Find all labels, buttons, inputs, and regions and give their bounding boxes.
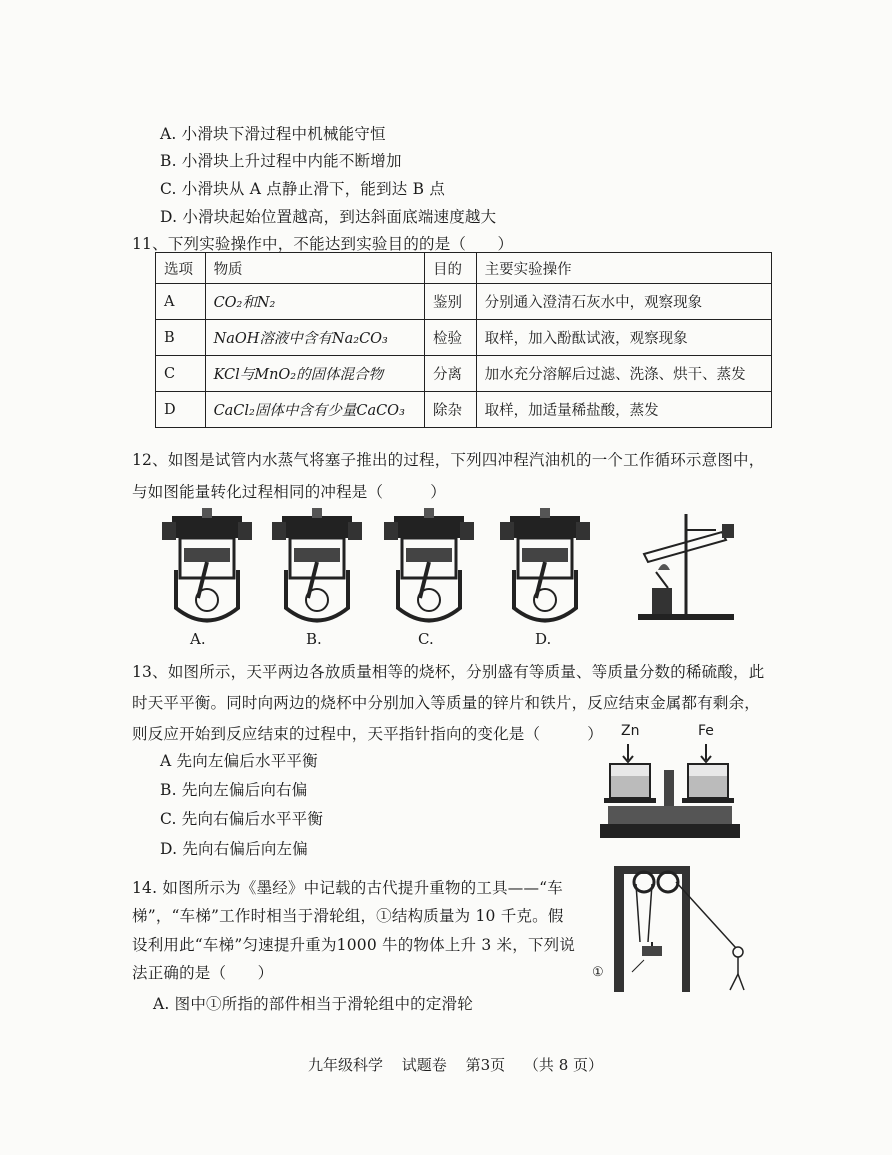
q13-line3: 则反应开始到反应结束的过程中，天平指针指向的变化是（ ） bbox=[132, 725, 604, 743]
q12-line1: 12、如图是试管内水蒸气将塞子推出的过程，下列四冲程汽油机的一个工作循环示意图中， bbox=[132, 451, 765, 469]
table-row bbox=[156, 356, 772, 392]
footer-subject: 九年级科学 bbox=[308, 1056, 384, 1074]
table-header: 主要实验操作 bbox=[476, 253, 771, 284]
q14-line1: 14. 如图所示为《墨经》中记载的古代提升重物的工具——“车 bbox=[132, 879, 564, 897]
zn-label: Zn bbox=[621, 723, 640, 739]
table-header: 物质 bbox=[205, 253, 424, 284]
footer-page: 第3页 bbox=[465, 1056, 506, 1074]
footer-total: （共 8 页） bbox=[523, 1056, 604, 1074]
che-ti-pulley-figure bbox=[610, 862, 760, 996]
q12-line2: 与如图能量转化过程相同的冲程是（ ） bbox=[132, 483, 447, 501]
footer-paper: 试题卷 bbox=[401, 1056, 447, 1074]
q14-line3: 设利用此“车梯”匀速提升重为1000 牛的物体上升 3 米，下列说 bbox=[132, 936, 576, 954]
table-cell-substance: CO₂和N₂ bbox=[205, 284, 424, 320]
engine-d-icon bbox=[500, 508, 590, 621]
table-cell-operation: 分别通入澄清石灰水中，观察现象 bbox=[476, 284, 771, 320]
table-cell-substance: NaOH溶液中含有Na₂CO₃ bbox=[205, 320, 424, 356]
engine-a-icon bbox=[162, 508, 252, 621]
q10-option-d: D. 小滑块起始位置越高，到达斜面底端速度越大 bbox=[160, 208, 497, 226]
table-cell-substance: KCl与MnO₂的固体混合物 bbox=[205, 356, 424, 392]
q11-table bbox=[155, 252, 772, 428]
q10-option-c: C. 小滑块从 A 点静止滑下，能到达 B 点 bbox=[160, 180, 446, 198]
engine-label-b: B. bbox=[306, 630, 322, 648]
table-header: 目的 bbox=[425, 253, 477, 284]
q13-option-b: B. 先向左偏后向右偏 bbox=[160, 781, 308, 799]
table-cell-purpose: 鉴别 bbox=[425, 284, 477, 320]
q10-option-a: A. 小滑块下滑过程中机械能守恒 bbox=[160, 125, 386, 143]
table-row bbox=[156, 392, 772, 428]
table-cell-option: D bbox=[156, 392, 206, 428]
engine-label-a: A. bbox=[190, 630, 206, 648]
test-tube-apparatus-figure bbox=[630, 510, 740, 622]
engine-c-icon bbox=[384, 508, 474, 621]
table-row bbox=[156, 320, 772, 356]
table-cell-operation: 加水充分溶解后过滤、洗涤、烘干、蒸发 bbox=[476, 356, 771, 392]
q11-stem: 11、下列实验操作中，不能达到实验目的的是（ ） bbox=[132, 235, 514, 253]
engine-strokes-figure bbox=[158, 508, 598, 630]
q13-option-d: D. 先向右偏后向左偏 bbox=[160, 840, 308, 858]
q13-option-a: A 先向左偏后水平平衡 bbox=[160, 752, 318, 770]
table-cell-purpose: 除杂 bbox=[425, 392, 477, 428]
q14-option-a: A. 图中①所指的部件相当于滑轮组中的定滑轮 bbox=[153, 995, 473, 1013]
table-row bbox=[156, 284, 772, 320]
table-cell-purpose: 分离 bbox=[425, 356, 477, 392]
table-header-row bbox=[156, 253, 772, 284]
q10-option-b: B. 小滑块上升过程中内能不断增加 bbox=[160, 152, 402, 170]
table-cell-option: C bbox=[156, 356, 206, 392]
table-cell-option: B bbox=[156, 320, 206, 356]
table-header: 选项 bbox=[156, 253, 206, 284]
q14-line4: 法正确的是（ ） bbox=[132, 964, 274, 982]
balance-figure bbox=[598, 740, 758, 842]
q13-line2: 时天平平衡。同时向两边的烧杯中分别加入等质量的锌片和铁片，反应结束金属都有剩余， bbox=[132, 694, 761, 712]
table-cell-substance: CaCl₂固体中含有少量CaCO₃ bbox=[205, 392, 424, 428]
engine-b-icon bbox=[272, 508, 362, 621]
q13-option-c: C. 先向右偏后水平平衡 bbox=[160, 810, 324, 828]
fe-label: Fe bbox=[698, 723, 714, 739]
marker-1-label: ① bbox=[592, 965, 604, 980]
table-cell-operation: 取样，加适量稀盐酸，蒸发 bbox=[476, 392, 771, 428]
engine-label-d: D. bbox=[535, 630, 552, 648]
page-footer bbox=[308, 1054, 617, 1075]
q14-line2: 梯”，“车梯”工作时相当于滑轮组，①结构质量为 10 千克。假 bbox=[132, 907, 564, 925]
table-cell-operation: 取样，加入酚酞试液，观察现象 bbox=[476, 320, 771, 356]
table-cell-option: A bbox=[156, 284, 206, 320]
table-cell-purpose: 检验 bbox=[425, 320, 477, 356]
q13-line1: 13、如图所示，天平两边各放质量相等的烧杯，分别盛有等质量、等质量分数的稀硫酸，此 bbox=[132, 663, 765, 681]
engine-label-c: C. bbox=[418, 630, 434, 648]
